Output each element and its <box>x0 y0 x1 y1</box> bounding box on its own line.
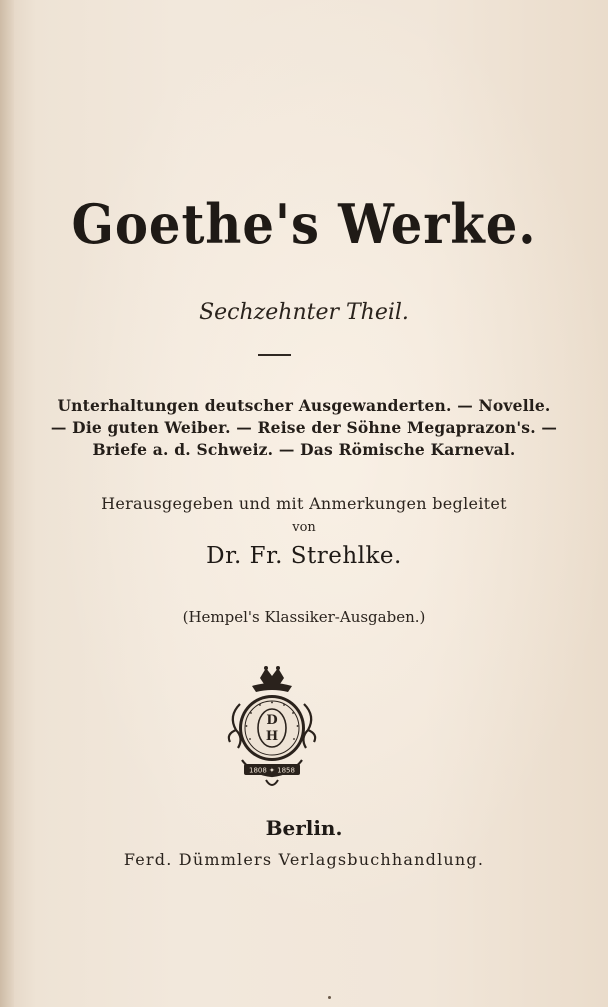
contents-line-1: Unterhaltungen deutscher Ausgewanderten. — Novelle. <box>57 396 551 415</box>
paper-speck <box>328 996 331 999</box>
volume-part: Sechzehnter Theil. <box>199 300 409 325</box>
editor-credit: Herausgegeben und mit Anmerkungen begleitet <box>101 494 507 513</box>
publisher-emblem-icon <box>222 664 322 794</box>
emblem-years: 1808 ✦ 1858 <box>249 766 295 775</box>
von-word: von <box>292 520 316 535</box>
contents-line-3: Briefe a. d. Schweiz. — Das Römische Karneval. <box>92 440 516 459</box>
svg-text:D: D <box>266 713 278 728</box>
contents-line-2: — Die guten Weiber. — Reise der Söhne Megaprazon's. — <box>50 418 558 437</box>
book-title: Goethe's Werke. <box>71 192 537 256</box>
series-note: (Hempel's Klassiker-Ausgaben.) <box>182 608 426 626</box>
publisher-name: Ferd. Dümmlers Verlagsbuchhandlung. <box>123 850 485 869</box>
editor-name: Dr. Fr. Strehlke. <box>206 543 402 569</box>
svg-text:H: H <box>265 729 279 744</box>
divider-rule <box>258 354 291 356</box>
publication-city: Berlin. <box>265 816 343 840</box>
